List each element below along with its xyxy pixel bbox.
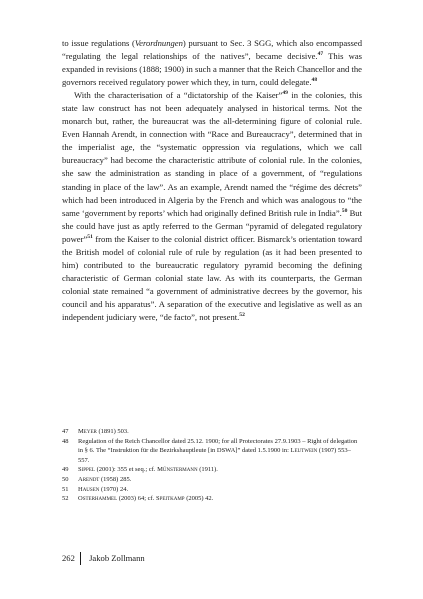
footnotes [62, 427, 362, 504]
footnote-number: 52 [62, 495, 69, 503]
footnote-ref-51[interactable]: 51 [87, 233, 93, 240]
paragraph-1: to issue regulations (Verordnungen) pursuant to Sec. 3 SGG, which also encompassed “regulating the legal relationships of the natives”, became decisive.$^{47}$ This was expanded in revisions (1888; 1900) in such a manner that the Reich Chancellor and the governors received regulatory power which they, in turn, could delegate.$^{48}$ [62, 38, 363, 88]
footnote-ref-48[interactable]: 48 [311, 77, 318, 84]
footnote-ref-49[interactable]: 49 [282, 90, 288, 97]
footnote-49: 49 Sippel (2001): 355 et seq.; cf. Münstermann (1911). [62, 466, 218, 474]
footnote-47: 47 Meyer (1891) 503. [62, 428, 129, 435]
footnote-number: 50 [62, 475, 69, 483]
paragraph-2: With the characterisation of a “dictatorship of the Kaiser”$^{49}$ in the colonies, this state law construct has not been adequately analysed in historical terms. Not the monarch but, rather, the bureaucrat was the all-determining figure of colonial rule. Even Hannah Arendt, in connection with “Race and Bureaucracy”, determined that in the imperialist age, the “systematic oppression via regulations, which we call bureaucracy” had become the characteristic attribute of colonial rule. In the colonies, she saw the administration as standing in place of a government, of “regulations standing in place of the law”. As an example, Arendt named the “régime des décrets” which had been introduced in Algeria by the French and which was analogous to “the same ‘government by reports’ which had originally defined British rule in India”.$^{50}$ But she could have just as aptly referred to the German “pyramid of delegated regulatory power”$^{51}$ from the Kaiser to the colonial district officer. Bismarck’s orientation toward the British model of colonial rule of rule by regulation (as it had been presented to him) contributed to the bureaucratic regulatory pyramid becoming the defining characteristic of German colonial state law. As with its counterparts, the German colonial state remained “a government of administrative decrees by the governor, his council and his apparatus”. A separation of the executive and legislative as well as an independent judiciary were, “de facto”, not present.$^{52}$ [62, 90, 362, 322]
footnote-number: 49 [62, 466, 69, 474]
footnote-number: 47 [62, 428, 69, 435]
footnote-51: 51 Hausen (1970) 24. [62, 485, 129, 493]
footnote-52: 52 Osterhammel (2003) 64; cf. Speitkamp (2005) 42. [62, 495, 214, 503]
page-number: 262 [62, 553, 75, 563]
footnote-number: 51 [62, 485, 69, 493]
italic-term: Verordnungen [134, 38, 183, 48]
running-author: Jakob Zollmann [89, 553, 145, 563]
footnote-48: 48 Regulation of the Reich Chancellor dated 25.12. 1900; for all Protectorates 27.9.1903 – Right of delegation in § 6. The “Instruktion für die Bezirkshauptleute [in DSWA]” dated 1.5.1900 in: Leutwein (1907) 553–557. [62, 437, 358, 464]
footnote-ref-52[interactable]: 52 [239, 312, 245, 319]
footnote-ref-50[interactable]: 50 [341, 207, 348, 214]
page-footer [62, 552, 145, 565]
footnote-50: 50 Arendt (1958) 285. [62, 475, 132, 483]
footnote-number: 48 [62, 437, 69, 445]
main-text [62, 37, 362, 324]
footnote-ref-47[interactable]: 47 [317, 51, 324, 58]
